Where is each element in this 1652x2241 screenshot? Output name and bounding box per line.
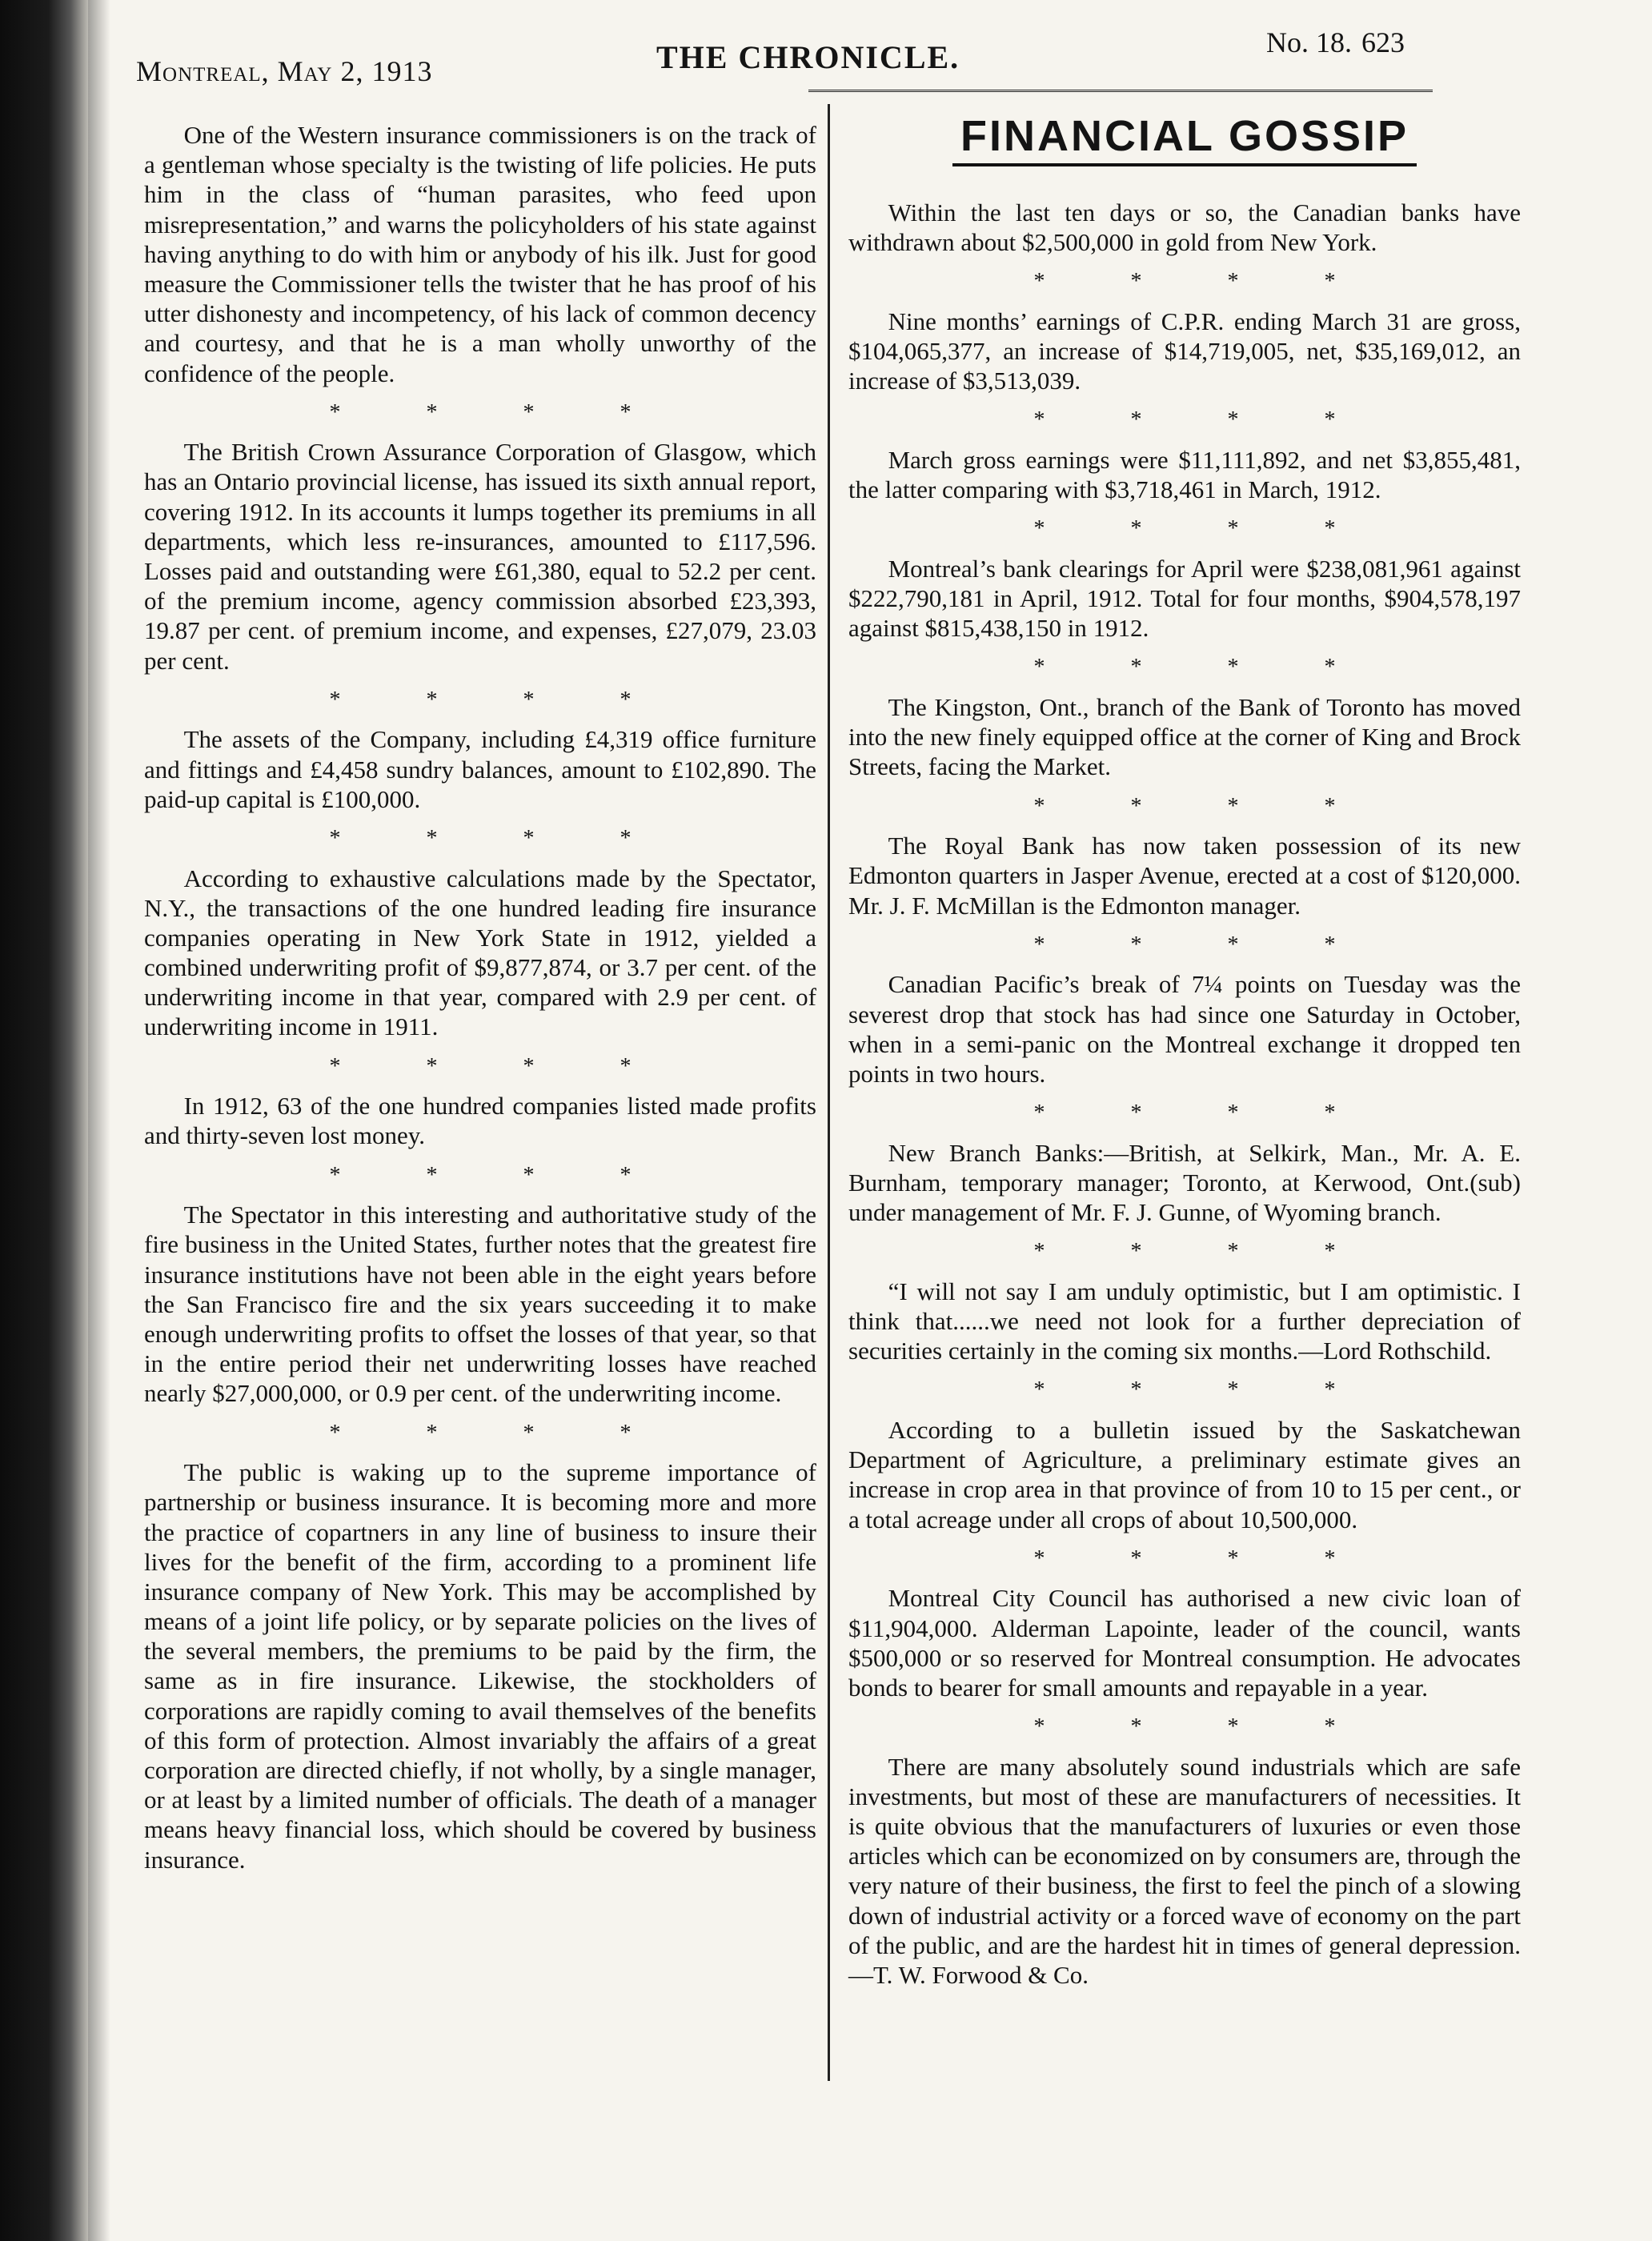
separator-stars: * * * * bbox=[1033, 1377, 1376, 1403]
separator-stars: * * * * bbox=[1033, 1714, 1376, 1740]
separator-stars: * * * * bbox=[1033, 1100, 1376, 1126]
gossip-item: March gross earnings were $11,111,892, and net $3,855,481, the latter comparing with $3,718,461 in March, 1912. bbox=[848, 445, 1521, 504]
article-paragraph: One of the Western insurance commissioners is on the track of a gentleman whose specialty is the twisting of life policies. He puts him in the class of “human parasites, who feed upon misrepresentation,” and warns the policyholders of his state against having anything to do with him or anybody of his ilk. Just for good measure the Commissioner tells the twister that he has proof of his utter dishonesty and incompetency, of his lack of common decency and courtesy, and that he is a man wholly unworthy of the confidence of the people. bbox=[144, 121, 816, 387]
issue-info bbox=[1257, 26, 1405, 59]
issue-number: No. 18. bbox=[1266, 26, 1352, 58]
article-paragraph: The assets of the Company, including £4,319 office furniture and fittings and £4,458 sundry balances, amount to £102,890. The paid-up capital is £100,000. bbox=[144, 725, 816, 813]
gossip-item: New Branch Banks:—British, at Selkirk, Man., Mr. A. E. Burnham, temporary manager; Toronto, at Kerwood, Ont.(sub) under management of Mr. F. J. Gunne, of Wyoming branch. bbox=[848, 1138, 1521, 1227]
section-title-text: FINANCIAL GOSSIP bbox=[952, 112, 1417, 166]
page-header bbox=[136, 24, 1457, 96]
article-paragraph: In 1912, 63 of the one hundred companies listed made profits and thirty-seven lost money. bbox=[144, 1092, 816, 1150]
gossip-item: The Kingston, Ont., branch of the Bank of Toronto has moved into the new finely equipped office at the corner of King and Brock Streets, facing the Market. bbox=[848, 693, 1521, 781]
gossip-item: Montreal’s bank clearings for April were $238,081,961 against $222,790,181 in April, 1912. Total for four months, $904,578,197 against $815,438,150 in 1912. bbox=[848, 554, 1521, 643]
separator-stars: * * * * bbox=[1033, 932, 1376, 957]
separator-stars: * * * * bbox=[1033, 269, 1376, 295]
separator-stars: * * * * bbox=[1033, 793, 1376, 819]
section-title bbox=[848, 110, 1521, 162]
gossip-item: Within the last ten days or so, the Canadian banks have withdrawn about $2,500,000 in gold from New York. bbox=[848, 198, 1521, 256]
page-number: 623 bbox=[1361, 26, 1405, 58]
gossip-item: There are many absolutely sound industrials which are safe investments, but most of these are manufacturers of necessities. It is quite obvious that the manufacturers of luxuries or even those articles which can be economized on by consumers are, through the very nature of their business, the first to feel the pinch of a slowing down of industrial activity or a forced wave of economy on the part of the public, and are the hardest hit in times of general depression.—T. W. Forwood & Co. bbox=[848, 1752, 1521, 1990]
separator-stars: * * * * bbox=[329, 1053, 672, 1079]
article-paragraph: The public is waking up to the supreme importance of partnership or business insurance. It is becoming more and more the practice of copartners in any line of business to insure their lives for the benefit of the firm, according to a prominent life insurance company of New York. This may be accomplished by means of a joint life policy, or by separate policies on the lives of the several members, the premiums to be paid by the firm, the same as in fire insurance. Likewise, the stockholders of corporations are rapidly coming to avail themselves of the benefits of this form of protection. Almost invariably the affairs of a great corporation are directed chiefly, if not wholly, by a single manager, or at least by a limited number of officials. The death of a manager means heavy financial loss, which should be covered by business insurance. bbox=[144, 1458, 816, 1874]
separator-stars: * * * * bbox=[1033, 516, 1376, 542]
separator-stars: * * * * bbox=[329, 1162, 672, 1188]
article-paragraph: The British Crown Assurance Corporation of Glasgow, which has an Ontario provincial license, has issued its sixth annual report, covering 1912. In its accounts it lumps together its premiums in all departments, which less re-insurances, amounted to £117,596. Losses paid and outstanding were £61,380, equal to 52.2 per cent. of the premium income, agency commission absorbed £23,393, 19.87 per cent. of premium income, and expenses, £27,079, 23.03 per cent. bbox=[144, 438, 816, 675]
separator-stars: * * * * bbox=[1033, 407, 1376, 433]
gossip-item: According to a bulletin issued by the Saskatchewan Department of Agriculture, a preliminary estimate gives an increase in crop area in that province of from 10 to 15 per cent., or a total acreage under all crops of about 10,500,000. bbox=[848, 1416, 1521, 1533]
dateline: Montreal, May 2, 1913 bbox=[136, 55, 433, 87]
book-binding-edge bbox=[0, 0, 88, 2241]
gutter-shadow bbox=[88, 0, 110, 2241]
article-paragraph: According to exhaustive calculations made by the Spectator, N.Y., the transactions of the one hundred leading fire insurance companies operating in New York State in 1912, yielded a combined underwriting profit of $9,877,874, or 3.7 per cent. of the underwriting income in that year, compared with 2.9 per cent. of underwriting income in 1911. bbox=[144, 864, 816, 1041]
article-paragraph: The Spectator in this interesting and authoritative study of the fire business in the United States, further notes that the greatest fire insurance institutions have not been able in the eight years before the San Francisco fire and the six years succeeding it to make enough underwriting profits to offset the losses of that year, so that in the entire period their net underwriting losses have reached nearly $27,000,000, or 0.9 per cent. of the underwriting income. bbox=[144, 1201, 816, 1408]
gossip-item: “I will not say I am unduly optimistic, but I am optimistic. I think that......we need not look for a further depreciation of securities certainly in the coming six months.—Lord Rothschild. bbox=[848, 1277, 1521, 1365]
gossip-item: Canadian Pacific’s break of 7¼ points on Tuesday was the severest drop that stock has had since one Saturday in October, when in a semi-panic on the Montreal exchange it dropped ten points in two hours. bbox=[848, 970, 1521, 1088]
right-column bbox=[848, 104, 1521, 1990]
column-divider bbox=[828, 104, 830, 2081]
gossip-item: Nine months’ earnings of C.P.R. ending March 31 are gross, $104,065,377, an increase of $14,719,005, net, $35,169,012, an increase of $3,513,039. bbox=[848, 307, 1521, 395]
separator-stars: * * * * bbox=[329, 399, 672, 425]
left-column bbox=[144, 120, 816, 1874]
gossip-item: Montreal City Council has authorised a new civic loan of $11,904,000. Alderman Lapointe, leader of the council, wants $500,000 or so reserved for Montreal consumption. He advocates bonds to bearer for small amounts and repayable in a year. bbox=[848, 1584, 1521, 1702]
header-rule bbox=[808, 90, 1433, 92]
separator-stars: * * * * bbox=[1033, 1239, 1376, 1265]
separator-stars: * * * * bbox=[1033, 1545, 1376, 1571]
gossip-item: The Royal Bank has now taken possession of its new Edmonton quarters in Jasper Avenue, erected at a cost of $120,000. Mr. J. F. McMillan is the Edmonton manager. bbox=[848, 832, 1521, 920]
separator-stars: * * * * bbox=[329, 1420, 672, 1445]
separator-stars: * * * * bbox=[329, 687, 672, 712]
separator-stars: * * * * bbox=[329, 825, 672, 851]
separator-stars: * * * * bbox=[1033, 655, 1376, 680]
journal-title: THE CHRONICLE. bbox=[656, 39, 960, 75]
